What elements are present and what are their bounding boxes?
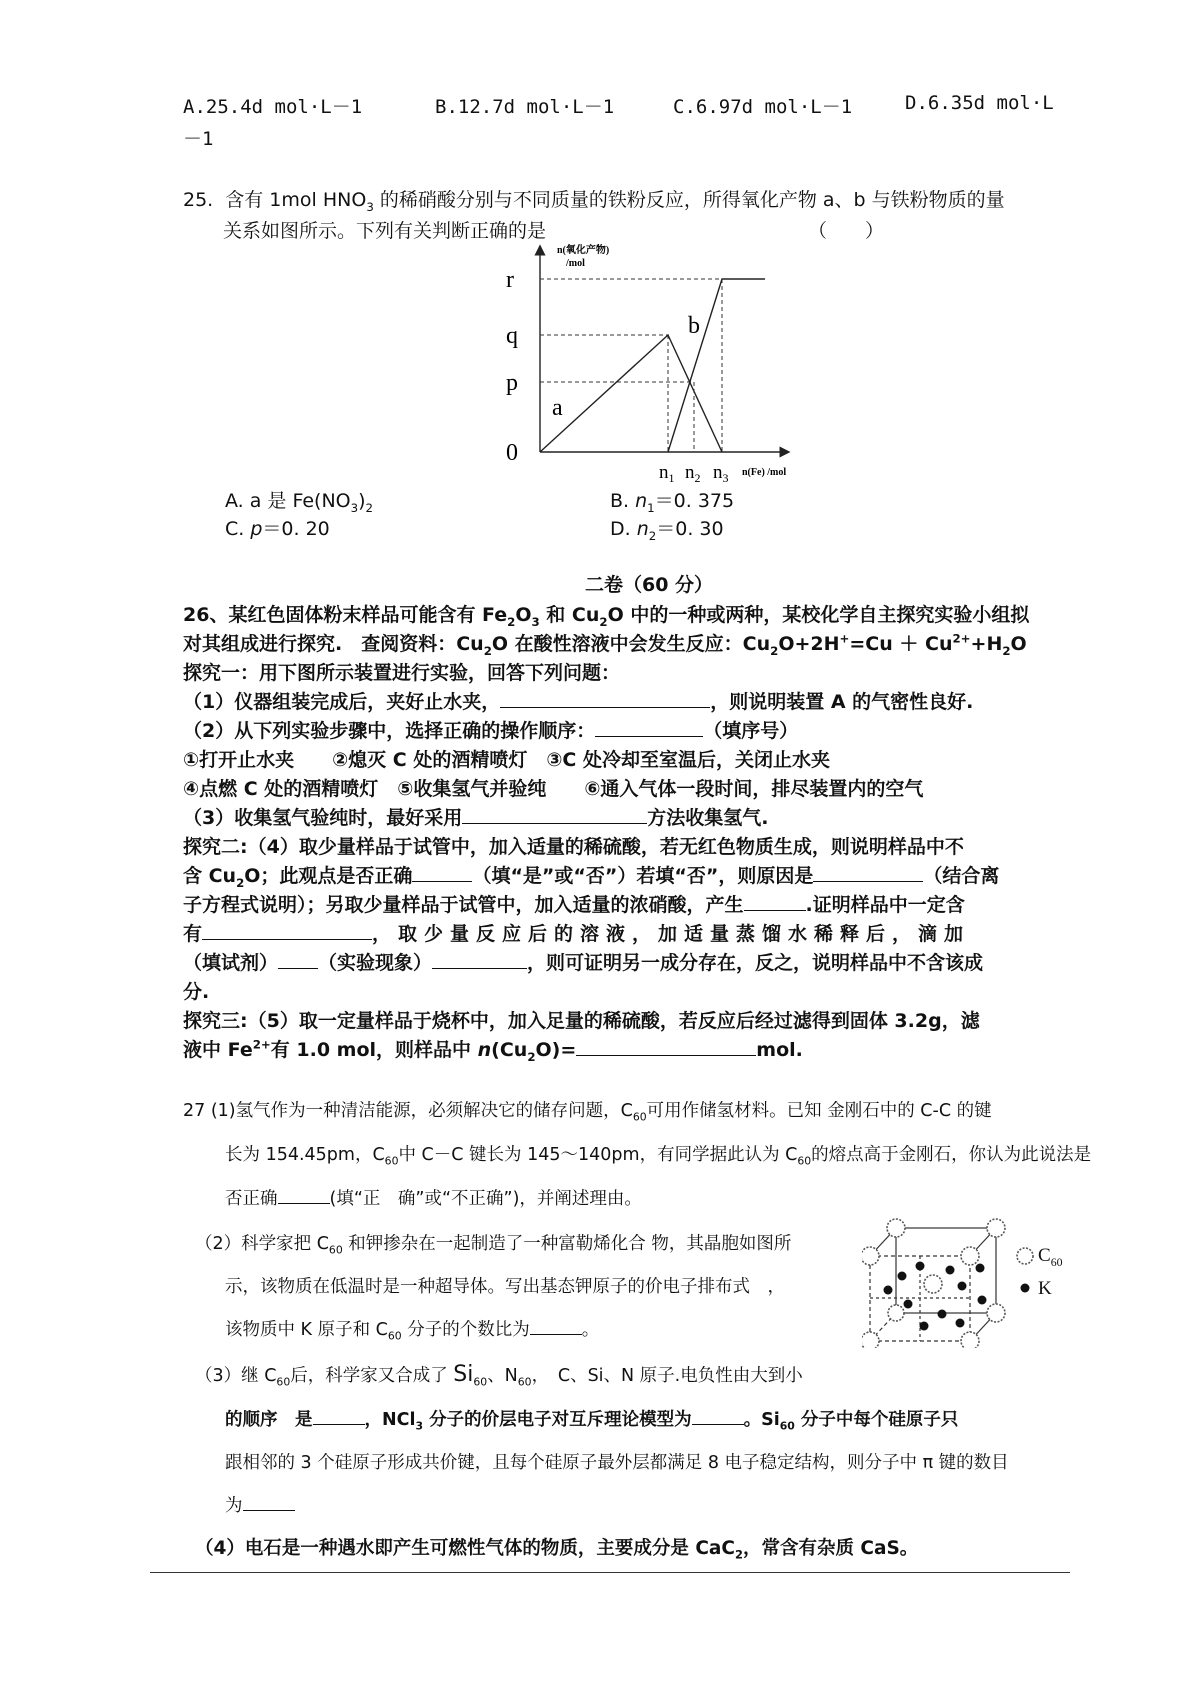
q27-line7: （3）继 $C_{60}$后，科学家又合成了 $Si_{60}$、$N_{60}$， C、Si、N 原子.电负性由大到小 [195,1362,803,1389]
y-axis-label-unit: /mol [566,258,585,269]
y-axis-label: n(氧化产物) [557,245,610,256]
q26-line1: 26、某红色固体粉末样品可能含有 $Fe_2O_3$ 和 $Cu_2O$ 中的一种或两种，某校化学自主探究实验小组拟 [183,604,1030,629]
q26-line6: ①打开止水夹 ②熄灭 C 处的酒精喷灯 ③C 处冷却至室温后，关闭止水夹 [183,749,830,771]
q26-line3: 探究一：用下图所示装置进行实验，回答下列问题： [183,662,621,684]
q25-option-d: D. $n_2=0$. 30 [610,518,724,543]
answer-blank[interactable] [576,1036,756,1056]
answer-blank[interactable] [530,1317,582,1336]
q25-option-a: A. a 是 $Fe(NO_3)_2$ [225,490,374,515]
q26-line5: （2）从下列实验步骤中，选择正确的操作顺序： （填序号） [183,716,798,743]
q26-line13: （填试剂） （实验现象） ，则可证明另一成分存在，反之，说明样品中不含该成 [183,948,983,975]
answer-blank[interactable] [595,717,703,737]
legend-c60-icon [1017,1248,1033,1264]
x-tick-label: $n_3$ [713,462,729,485]
part2-title: 二卷（60 分） [585,574,714,596]
q24-option-b: B.12.7d mol·L－1 [435,96,615,118]
q25-stem-line2: 关系如图所示。下列有关判断正确的是 [223,220,547,242]
series-b-line [668,279,765,452]
q27-line3: 否正确 (填“正 确”或“不正确”)，并阐述理由。 [225,1185,642,1210]
q27-line6: 该物质中 K 原子和 $C_{60}$ 分子的个数比为 。 [225,1316,599,1343]
q25-option-c: C. p＝0. 20 [225,518,330,540]
q26-line12: 有 ，取少量反应后的溶液，加适量蒸馏水稀释后，滴加 [183,919,970,946]
c60-molecules [862,1219,1005,1348]
legend-k-label: K [1038,1278,1052,1299]
answer-blank[interactable] [412,862,472,882]
q25-stem-line1: 25. 含有 1mol $HNO_3$ 的稀硝酸分别与不同质量的铁粉反应，所得氧化产物 a、b 与铁粉物质的量 [183,189,1005,214]
answer-blank[interactable] [278,1186,330,1205]
answer-blank[interactable] [202,920,372,940]
y-tick-label: q [506,323,518,349]
q27-line4: （2）科学家把 $C_{60}$ 和钾掺杂在一起制造了一种富勒烯化合 物，其晶胞如图所 [195,1234,792,1257]
x-axis-label: n(Fe) /mol [742,467,787,478]
series-a-line [540,335,722,452]
answer-blank[interactable] [744,891,806,911]
q26-line9: 探究二:（4）取少量样品于试管中，加入适量的稀硫酸，若无红色物质生成，则说明样品中不 [183,836,964,858]
y-tick-label: 0 [506,440,518,466]
y-tick-label: p [506,370,518,396]
q27-line11: （4）电石是一种遇水即产生可燃性气体的物质，主要成分是 CaC$_2$，常含有杂质 CaS。 [195,1538,919,1562]
q27-line9: 跟相邻的 3 个硅原子形成共价键，且每个硅原子最外层都满足 8 电子稳定结构，则分子中 π 键的数目 [225,1453,1009,1473]
q26-line8: （3）收集氢气验纯时，最好采用 方法收集氢气. [183,803,768,830]
q24-option-d: D.6.35d mol·L [905,92,1054,114]
x-tick-label: $n_2$ [685,462,701,485]
q27-line10: 为 [225,1492,295,1517]
x-tick-label: $n_1$ [659,462,675,485]
answer-blank[interactable] [500,688,710,708]
q26-line2: 对其组成进行探究. 查阅资料：$Cu_2O$ 在酸性溶液中会发生反应：$Cu_2O+2H^+=Cu + Cu^{2+}+H_2O$ [183,631,1027,658]
q27-line8: 的顺序 是 ，NCl$_3$ 分子的价层电子对互斥理论模型为 。$Si_{60}$ 分子中每个硅原子只 [225,1406,958,1433]
q26-line14: 分. [183,981,210,1003]
legend-c60-label: $C_{60}$ [1038,1245,1063,1269]
q25-answer-paren: （ ） [808,220,885,242]
q26-line7: ④点燃 C 处的酒精喷灯 ⑤收集氢气并验纯 ⑥通入气体一段时间，排尽装置内的空气 [183,778,924,800]
q24-option-c: C.6.97d mol·L－1 [673,96,853,118]
q24-option-d-continued: －1 [183,128,214,150]
q26-line10: 含 $Cu_2O$；此观点是否正确 （填“是”或“否”）若填“否”，则原因是 （结合离 [183,861,999,890]
q27-line5: 示，该物质在低温时是一种超导体。写出基态钾原子的价电子排布式 ， [225,1277,785,1297]
legend-k-icon [1021,1284,1030,1293]
answer-blank[interactable] [278,949,318,969]
answer-blank[interactable] [692,1407,744,1426]
q24-option-a: A.25.4d mol·L－1 [183,96,363,118]
answer-blank[interactable] [462,804,647,824]
answer-blank[interactable] [813,862,923,882]
q26-line4: （1）仪器组装完成后，夹好止水夹， ，则说明装置 A 的气密性良好. [183,687,973,714]
q26-line11: 子方程式说明）；另取少量样品于试管中，加入适量的浓硝酸，产生 .证明样品中一定含 [183,890,965,917]
answer-blank[interactable] [243,1493,295,1512]
answer-blank[interactable] [313,1407,365,1426]
q25-option-b: B. $n_1=0$. 375 [610,490,735,515]
y-tick-label: r [506,267,514,293]
q27-line1: 27 (1)氢气作为一种清洁能源，必须解决它的储存问题，$C_{60}$可用作储氢材料。已知 金刚石中的 C-C 的键 [183,1101,992,1124]
series-b-label: b [688,313,700,339]
answer-blank[interactable] [432,949,527,969]
q26-line16: 液中 $Fe^{2+}$有 1.0 mol，则样品中 $n(Cu_2O)=$ mol. [183,1037,803,1064]
q27-line2: 长为 154.45pm，$C_{60}$中 C－C 键长为 145～140pm，有同学据此认为 $C_{60}$的熔点高于金刚石，你认为此说法是 [225,1145,1092,1168]
footer-divider [150,1572,1070,1573]
series-a-label: a [552,395,563,421]
q26-line15: 探究三:（5）取一定量样品于烧杯中，加入足量的稀硫酸，若反应后经过滤得到固体 3.2g，滤 [183,1010,980,1032]
